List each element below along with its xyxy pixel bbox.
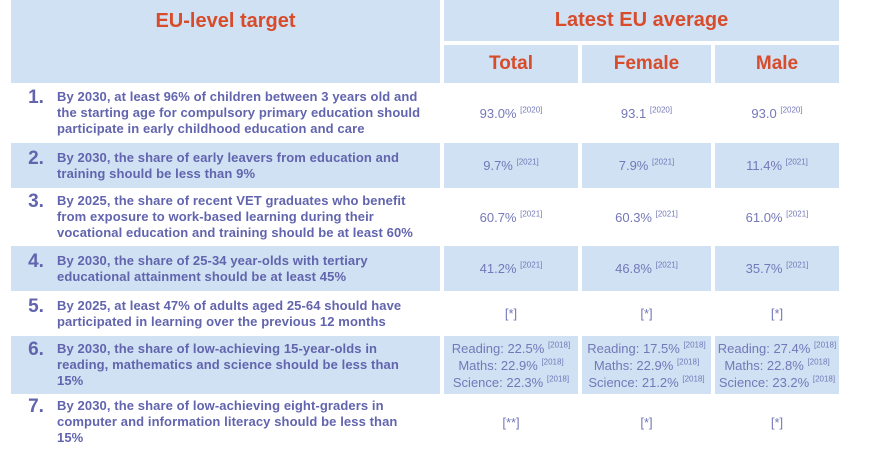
target-cell bbox=[11, 143, 440, 188]
row-number: 7. bbox=[28, 396, 44, 417]
value-line bbox=[505, 305, 517, 322]
value-line bbox=[588, 374, 704, 391]
value-cell-female bbox=[582, 188, 711, 246]
value-line bbox=[771, 414, 783, 431]
value-text: Reading: 27.4% bbox=[717, 340, 811, 356]
value-line bbox=[480, 105, 543, 122]
value-year-note: [2018] bbox=[812, 374, 836, 384]
table-body bbox=[11, 83, 839, 449]
value-text: Science: 22.3% bbox=[452, 374, 544, 390]
table-row bbox=[11, 83, 839, 143]
table-row bbox=[11, 394, 839, 449]
value-cell-male bbox=[715, 291, 839, 336]
value-year-note: [2018] bbox=[676, 357, 700, 367]
row-number: 5. bbox=[28, 295, 44, 317]
value-text: Science: 23.2% bbox=[718, 374, 810, 390]
target-cell bbox=[11, 394, 440, 449]
value-year-note: [2018] bbox=[547, 340, 571, 350]
target-inner bbox=[15, 398, 423, 446]
value-cell-female bbox=[582, 143, 711, 188]
value-year-note: [2021] bbox=[785, 157, 808, 167]
value-text: Maths: 22.9% bbox=[458, 357, 538, 373]
value-line bbox=[453, 374, 569, 391]
target-text: By 2025, at least 47% of adults aged 25-64 should have participated in learning over the previous 12 months bbox=[57, 297, 402, 329]
target-text: By 2030, the share of low-achieving eight-graders in computer and information literacy should be less than 15% bbox=[57, 398, 398, 445]
value-line bbox=[746, 209, 809, 226]
value-text: [**] bbox=[502, 414, 520, 430]
table-row bbox=[11, 291, 839, 336]
value-cell-female bbox=[582, 246, 711, 291]
column-header-female: Female bbox=[582, 45, 711, 83]
row-number: 2. bbox=[28, 147, 44, 169]
value-line bbox=[615, 209, 678, 226]
column-header-total: Total bbox=[444, 45, 578, 83]
value-year-note: [2018] bbox=[541, 357, 564, 367]
target-text: By 2030, at least 96% of children between 3 years old and the starting age for compulsory primary education should participate in early childhood education and care bbox=[57, 89, 421, 136]
value-line bbox=[619, 157, 675, 174]
value-line bbox=[458, 357, 563, 374]
value-year-note: [2018] bbox=[807, 357, 830, 367]
value-text: [*] bbox=[640, 306, 653, 321]
value-cell-total bbox=[444, 83, 578, 143]
value-cell-male bbox=[715, 188, 839, 246]
target-inner bbox=[15, 89, 423, 137]
target-inner bbox=[15, 295, 423, 330]
target-cell bbox=[11, 336, 440, 394]
value-text: [*] bbox=[504, 306, 518, 321]
value-cell-total bbox=[444, 246, 578, 291]
target-cell bbox=[11, 291, 440, 336]
value-line bbox=[587, 340, 705, 357]
value-line bbox=[594, 357, 699, 374]
value-year-note: [2021] bbox=[786, 209, 809, 219]
target-inner bbox=[15, 341, 423, 389]
value-year-note: [2018] bbox=[683, 340, 706, 350]
value-text: 41.2% bbox=[479, 261, 517, 276]
value-cell-total bbox=[444, 336, 578, 394]
row-number: 4. bbox=[28, 250, 44, 272]
value-line bbox=[724, 357, 829, 374]
value-line bbox=[615, 260, 678, 277]
value-text: Maths: 22.9% bbox=[593, 357, 674, 373]
value-line bbox=[719, 374, 835, 391]
value-year-note: [2018] bbox=[682, 374, 705, 384]
value-text: [*] bbox=[770, 414, 784, 430]
value-text: Science: 21.2% bbox=[588, 374, 679, 390]
value-text: Reading: 17.5% bbox=[587, 340, 680, 356]
value-line bbox=[452, 340, 570, 357]
value-text: 60.7% bbox=[479, 209, 517, 225]
row-number: 1. bbox=[28, 87, 44, 108]
value-line bbox=[718, 340, 836, 357]
value-text: Maths: 22.8% bbox=[724, 357, 804, 373]
value-cell-female bbox=[582, 83, 711, 143]
table-row bbox=[11, 336, 839, 394]
value-line bbox=[751, 105, 802, 122]
value-line bbox=[640, 305, 652, 322]
target-text: By 2030, the share of 25-34 year-olds with tertiary educational attainment should be at least 45% bbox=[57, 252, 368, 284]
value-year-note: [2021] bbox=[655, 260, 678, 270]
value-text: 93.1 bbox=[620, 105, 647, 121]
column-group-header-latest-eu-average: Latest EU average bbox=[444, 0, 839, 41]
row-number: 6. bbox=[28, 339, 44, 360]
value-cell-total bbox=[444, 291, 578, 336]
value-cell-total bbox=[444, 188, 578, 246]
row-number: 3. bbox=[28, 191, 44, 212]
table-header bbox=[11, 0, 839, 83]
value-year-note: [2021] bbox=[786, 260, 809, 270]
value-year-note: [2021] bbox=[516, 157, 539, 167]
value-text: 93.0% bbox=[479, 105, 517, 121]
target-inner bbox=[15, 250, 423, 285]
value-year-note: [2021] bbox=[655, 209, 678, 219]
target-text: By 2025, the share of recent VET graduates who benefit from exposure to work-based learning during their vocational education and training should be at least 60% bbox=[57, 193, 413, 240]
target-inner bbox=[15, 147, 423, 182]
value-cell-total bbox=[444, 143, 578, 188]
value-text: [*] bbox=[640, 414, 653, 430]
target-inner bbox=[15, 193, 423, 241]
value-line bbox=[640, 414, 652, 431]
value-cell-total bbox=[444, 394, 578, 449]
value-text: 93.0 bbox=[751, 105, 777, 121]
value-cell-male bbox=[715, 336, 839, 394]
value-line bbox=[746, 157, 808, 174]
column-header-eu-level-target: EU-level target bbox=[11, 0, 440, 83]
value-text: Reading: 22.5% bbox=[451, 340, 545, 356]
value-cell-male bbox=[715, 83, 839, 143]
value-year-note: [2020] bbox=[520, 105, 543, 115]
target-cell bbox=[11, 246, 440, 291]
column-header-male: Male bbox=[715, 45, 839, 83]
value-line bbox=[746, 260, 809, 277]
target-cell bbox=[11, 188, 440, 246]
value-year-note: [2021] bbox=[520, 260, 543, 270]
value-text: 9.7% bbox=[483, 158, 513, 173]
value-cell-male bbox=[715, 394, 839, 449]
eu-targets-table bbox=[11, 0, 839, 449]
value-line bbox=[483, 157, 539, 174]
value-text: 11.4% bbox=[746, 158, 783, 173]
value-text: [*] bbox=[770, 306, 784, 321]
value-cell-female bbox=[582, 336, 711, 394]
value-text: 60.3% bbox=[615, 209, 652, 225]
value-year-note: [2018] bbox=[813, 340, 837, 350]
value-year-note: [2021] bbox=[520, 209, 543, 219]
table-row bbox=[11, 188, 839, 246]
target-text: By 2030, the share of low-achieving 15-year-olds in reading, mathematics and science should be less than 15% bbox=[57, 341, 399, 388]
target-text: By 2030, the share of early leavers from education and training should be less than 9% bbox=[57, 149, 400, 181]
value-text: 61.0% bbox=[745, 209, 783, 225]
target-cell bbox=[11, 83, 440, 143]
table-row bbox=[11, 246, 839, 291]
value-cell-female bbox=[582, 291, 711, 336]
value-year-note: [2020] bbox=[780, 105, 803, 115]
value-text: 46.8% bbox=[615, 261, 652, 276]
value-cell-male bbox=[715, 143, 839, 188]
value-year-note: [2020] bbox=[649, 105, 673, 115]
value-line bbox=[621, 105, 672, 122]
value-text: 35.7% bbox=[745, 261, 783, 276]
value-cell-male bbox=[715, 246, 839, 291]
value-line bbox=[502, 414, 519, 431]
value-year-note: [2021] bbox=[652, 157, 675, 167]
value-text: 7.9% bbox=[618, 158, 649, 173]
value-cell-female bbox=[582, 394, 711, 449]
value-line bbox=[771, 305, 783, 322]
value-year-note: [2018] bbox=[546, 374, 570, 384]
value-line bbox=[480, 209, 543, 226]
value-line bbox=[480, 260, 543, 277]
table-row bbox=[11, 143, 839, 188]
